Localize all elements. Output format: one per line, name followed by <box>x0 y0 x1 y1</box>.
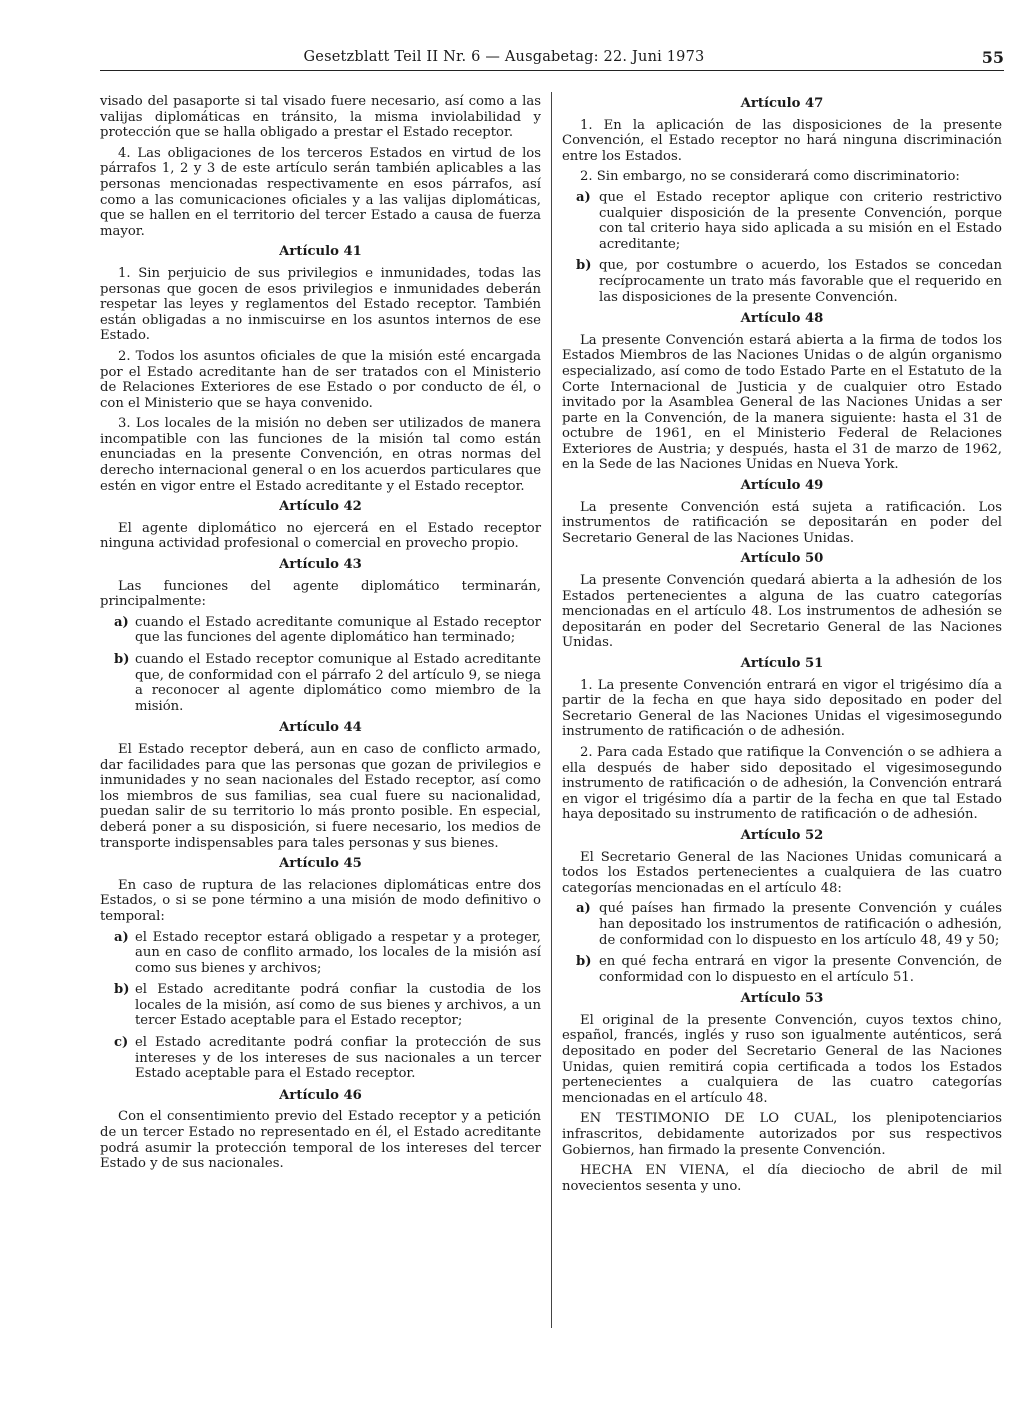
item-text: el Estado receptor estará obligado a respetar y a proteger, aun en caso de conflito armado, los locales de la misión así como sus bienes y archivos; <box>135 929 541 976</box>
item-text: el Estado acreditante podrá confiar la protección de sus intereses y de los intereses de sus nacionales a un tercer Estado aceptable para el Estado receptor. <box>135 1035 541 1082</box>
page-header <box>100 48 1004 70</box>
item-label: a) <box>576 189 591 205</box>
item-label: a) <box>114 929 129 945</box>
article-49-paragraph: La presente Convención está sujeta a ratificación. Los instrumentos de ratificación se depositarán en poder del Secretario General de las Naciones Unidas. <box>562 499 1002 546</box>
article-42-paragraph: El agente diplomático no ejercerá en el Estado receptor ninguna actividad profesional o comercial en provecho propio. <box>100 520 541 552</box>
article-50-paragraph: La presente Convención quedará abierta a la adhesión de los Estados pertenecientes a alguna de las cuatro categorías mencionadas en el artículo 48. Los instrumentos de adhesión se depositarán en poder del Secretario General de las Naciones Unidas. <box>562 573 1002 651</box>
done-in-vienna-paragraph: HECHA EN VIENA, el día dieciocho de abril de mil novecientos sesenta y uno. <box>562 1163 1002 1194</box>
article-53-paragraph: El original de la presente Convención, cuyos textos chino, español, francés, inglés y ruso son igualmente auténticos, será depositado en poder del Secretario General de las Naciones Unidas, quien remitirá copia certificada a todos los Estados pertenecientes a cualquiera de las cuatro categorías mencionadas en el artículo 48. <box>562 1012 1002 1106</box>
article-46-heading: Artículo 46 <box>279 1087 362 1103</box>
article-47-paragraph-1: 1. En la aplicación de las disposiciones de la presente Convención, el Estado receptor no hará ninguna discriminación entre los Estados. <box>562 117 1002 164</box>
article-42-heading: Artículo 42 <box>279 499 362 515</box>
article-44-paragraph: El Estado receptor deberá, aun en caso de conflicto armado, dar facilidades para que las personas que gozan de privilegios e inmunidades y no sean nacionales del Estado receptor, así como los miembros de sus familias, sea cual fuere su nacionalidad, puedan salir de su territorio lo más pronto posible. En especial, deberá poner a su disposición, si fuere necesario, los medios de transporte indispensables para tales personas y sus bienes. <box>100 741 541 851</box>
article-52-item-a <box>562 901 1002 948</box>
article-48-paragraph: La presente Convención estará abierta a la firma de todos los Estados Miembros de las Naciones Unidas o de algún organismo especializado, así como de todo Estado Parte en el Estatuto de la Corte Internacional de Justicia y de cualquier otro Estado invitado por la Asamblea General de las Naciones Unidas a ser parte en la Convención, de la manera siguiente: hasta el 31 de octubre de 1961, en el Ministerio Federal de Relaciones Exteriores de Austria; y después, hasta el 31 de marzo de 1962, en la Sede de las Naciones Unidas en Nueva York. <box>562 332 1002 473</box>
right-column <box>562 94 1002 1199</box>
article-45-item-b <box>100 982 541 1029</box>
article-52-intro: El Secretario General de las Naciones Unidas comunicará a todos los Estados pertenecientes a cualquiera de las cuatro categorías mencionadas en el artículo 48: <box>562 849 1002 896</box>
item-text: que, por costumbre o acuerdo, los Estados se concedan recíprocamente un trato más favorable que el requerido en las disposiciones de la presente Convención. <box>599 258 1002 305</box>
article-47-item-a <box>562 190 1002 252</box>
article-45-item-a <box>100 930 541 977</box>
article-41-paragraph-3: 3. Los locales de la misión no deben ser utilizados de manera incompatible con las funciones de la misión tal como están enunciadas en la presente Convención, en otras normas del derecho internacional general o en los acuerdos particulares que estén en vigor entre el Estado acreditante y el Estado receptor. <box>100 416 541 494</box>
item-text: cuando el Estado acreditante comunique al Estado receptor que las funciones del agente diplomático han terminado; <box>135 614 541 646</box>
article-43-item-b <box>100 652 541 714</box>
article-47-item-b <box>562 258 1002 305</box>
article-48-heading: Artículo 48 <box>740 311 824 327</box>
article-51-paragraph-2: 2. Para cada Estado que ratifique la Convención o se adhiera a ella después de haber sido depositado el vigesimosegundo instrumento de ratificación o de adhesión, la Convención entrará en vigor el trigésimo día a partir de la fecha en que tal Estado haya depositado su instrumento de ratificación o de adhesión. <box>562 744 1002 823</box>
item-text: que el Estado receptor aplique con criterio restrictivo cualquier disposición de la presente Convención, porque con tal criterio haya sido aplicada a su misión en el Estado acreditante; <box>599 189 1002 252</box>
article-41-heading: Artículo 41 <box>279 244 362 260</box>
item-label: b) <box>576 258 592 274</box>
item-text: el Estado acreditante podrá confiar la custodia de los locales de la misión, así como de sus bienes y archivos, a un tercer Estado aceptable para el Estado receptor; <box>135 982 541 1029</box>
page-number: 55 <box>981 48 1004 67</box>
article-51-heading: Artículo 51 <box>740 656 824 671</box>
column-separator <box>551 92 552 1328</box>
article-46-paragraph: Con el consentimiento previo del Estado receptor y a petición de un tercer Estado no representado en él, el Estado acreditante podrá asumir la protección temporal de los intereses del tercer Estado y de sus nacionales. <box>100 1109 541 1172</box>
article-40-paragraph-4: 4. Las obligaciones de los terceros Estados en virtud de los párrafos 1, 2 y 3 de este artículo serán también aplicables a las personas mencionadas respectivamente en esos párrafos, así como a las comunicaciones oficiales y a las valijas diplomáticas, que se hallen en el territorio del tercer Estado a causa de fuerza mayor. <box>100 145 541 239</box>
item-label: b) <box>114 982 130 998</box>
item-label: a) <box>576 901 591 917</box>
article-47-heading: Artículo 47 <box>740 96 824 111</box>
article-51-paragraph-1: 1. La presente Convención entrará en vigor el trigésimo día a partir de la fecha en que haya sido depositado en poder del Secretario General de las Naciones Unidas el vigesimosegundo instrumento de ratificación o de adhesión. <box>562 677 1002 740</box>
article-43-item-a <box>100 615 541 646</box>
article-53-heading: Artículo 53 <box>740 991 824 1007</box>
item-text: qué países han firmado la presente Convención y cuáles han depositado los instrumentos de ratificación o adhesión, de conformidad con lo dispuesto en los artículo 48, 49 y 50; <box>599 901 1002 948</box>
article-44-heading: Artículo 44 <box>279 720 362 736</box>
continuation-paragraph: visado del pasaporte si tal visado fuere necesario, así como a las valijas diplomáticas en tránsito, la misma inviolabilidad y protección que se halla obligado a prestar el Estado receptor. <box>100 94 541 141</box>
article-45-item-c <box>100 1035 541 1082</box>
article-47-paragraph-2: 2. Sin embargo, no se considerará como discriminatorio: <box>580 169 960 185</box>
article-45-heading: Artículo 45 <box>279 856 362 872</box>
item-label: a) <box>114 614 129 630</box>
article-52-heading: Artículo 52 <box>740 827 824 843</box>
article-49-heading: Artículo 49 <box>740 478 824 494</box>
article-45-intro: En caso de ruptura de las relaciones diplomáticas entre dos Estados, o si se pone término a una misión de modo definitivo o temporal: <box>100 877 541 924</box>
article-52-item-b <box>562 954 1002 985</box>
item-label: c) <box>114 1035 129 1051</box>
item-text: cuando el Estado receptor comunique al Estado acreditante que, de conformidad con el párrafo 2 del artículo 9, se niega a reconocer al agente diplomático como miembro de la misión. <box>135 652 541 714</box>
item-label: b) <box>576 954 592 970</box>
article-41-paragraph-2: 2. Todos los asuntos oficiales de que la misión esté encargada por el Estado acreditante han de ser tratados con el Ministerio de Relaciones Exteriores de ese Estado o por conducto de él, o con el Ministerio que se haya convenido. <box>100 348 541 411</box>
item-text: en qué fecha entrará en vigor la presente Convención, de conformidad con lo dispuesto en el artículo 51. <box>599 954 1002 985</box>
item-label: b) <box>114 652 130 667</box>
testimony-paragraph: EN TESTIMONIO DE LO CUAL, los plenipotenciarios infrascritos, debidamente autorizados por sus respectivos Gobiernos, han firmado la presente Convención. <box>562 1111 1002 1158</box>
article-50-heading: Artículo 50 <box>740 551 824 567</box>
header-rule <box>100 70 1004 71</box>
gazette-title: Gesetzblatt Teil II Nr. 6 — Ausgabetag: 22. Juni 1973 <box>303 49 705 65</box>
article-43-intro: Las funciones del agente diplomático terminarán, principalmente: <box>100 578 541 610</box>
left-column <box>100 94 541 1177</box>
article-41-paragraph-1: 1. Sin perjuicio de sus privilegios e inmunidades, todas las personas que gocen de esos privilegios e inmunidades deberán respetar las leyes y reglamentos del Estado receptor. También están obligadas a no inmiscuirse en los asuntos internos de ese Estado. <box>100 265 541 344</box>
article-43-heading: Artículo 43 <box>279 557 362 573</box>
